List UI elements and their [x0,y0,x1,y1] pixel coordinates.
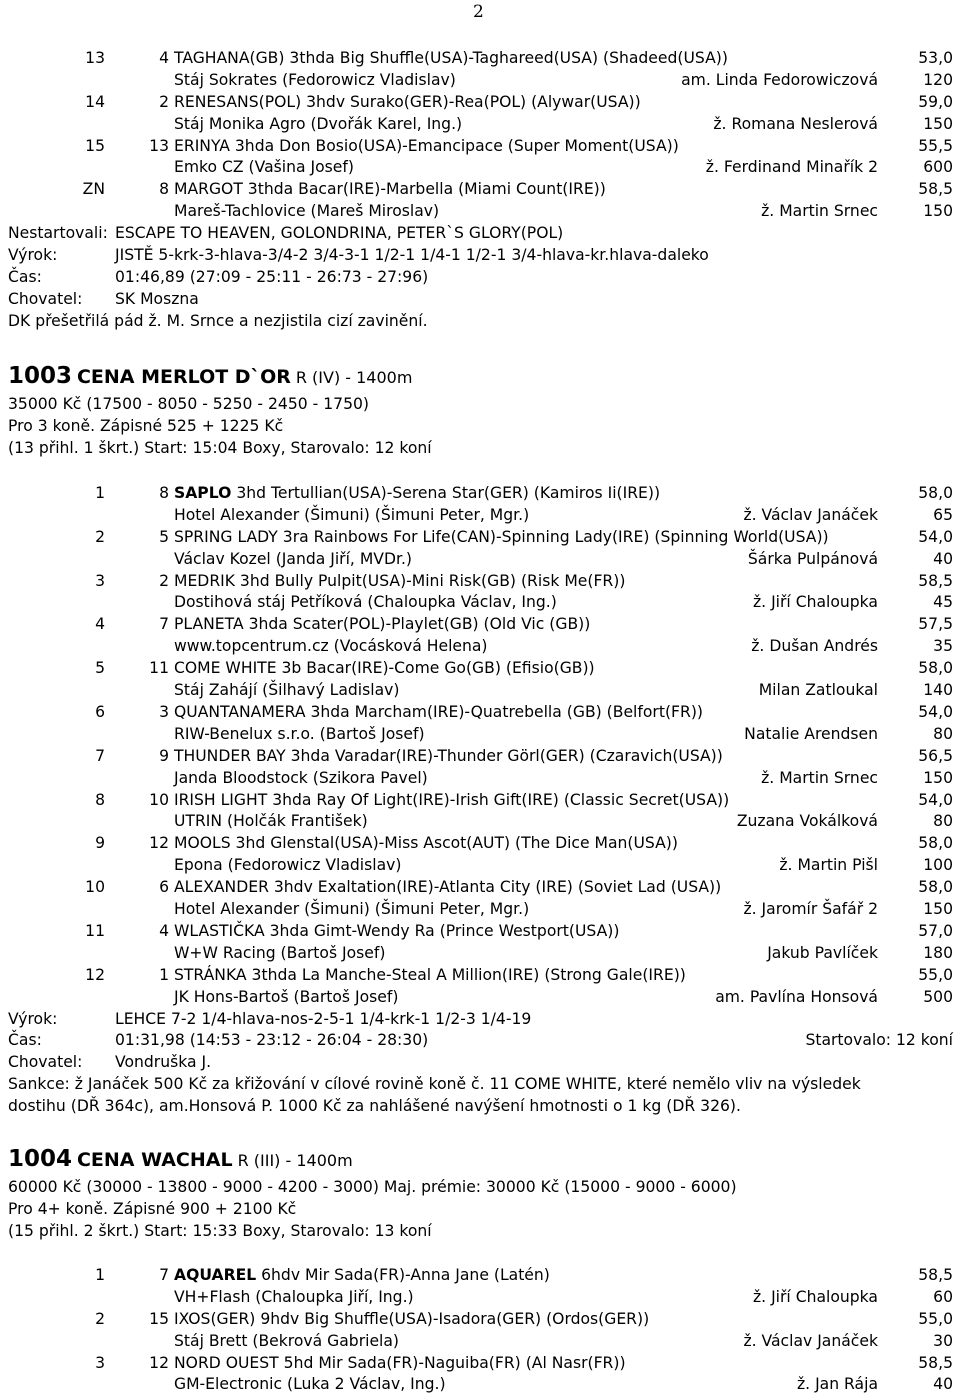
prize-amount: 35 [933,637,953,656]
race-start: (13 přihl. 1 škrt.) Start: 15:04 Boxy, Starovalo: 12 koní [8,438,432,457]
horse-pedigree: RENESANS(POL) 3hdv Surako(GER)-Rea(POL) (Alywar(USA)) [174,92,641,111]
carried-weight: 58,0 [918,659,953,678]
result-entry [8,790,953,834]
race-number: 1003 [8,363,73,389]
entry-horse-line [8,790,953,812]
race-class: R (IV) - 1400m [295,368,413,387]
owner: Stáj Brett (Bekrová Gabriela) [174,1331,400,1350]
result-entry [8,658,953,702]
start-number: 11 [149,659,169,678]
jockey: ž. Václav Janáček [743,505,878,524]
entry-horse-line [8,179,953,201]
entry-horse-line [8,614,953,636]
horse-pedigree: IXOS(GER) 9hdv Big Shuffle(USA)-Isadora(GER) (Ordos(GER)) [174,1309,650,1328]
horse-description [174,1309,649,1331]
entry-owner-line [8,724,953,746]
owner: Emko CZ (Vašina Josef) [174,158,354,177]
carried-weight: 58,5 [918,1266,953,1284]
carried-weight: 54,0 [918,527,953,546]
entry-horse-line [8,1353,953,1375]
owner: Stáj Zahájí (Šilhavý Ladislav) [174,681,400,700]
entry-owner-line [8,114,953,136]
race-1003 [8,363,953,460]
race-1004-entries [8,1265,953,1396]
prize-amount: 40 [933,549,953,568]
race-conditions: Pro 3 koně. Zápisné 525 + 1225 Kč [8,416,284,435]
horse-pedigree: ALEXANDER 3hdv Exaltation(IRE)-Atlanta City (IRE) (Soviet Lad (USA)) [174,878,722,897]
finish-place: 2 [95,527,105,546]
horse-description [174,527,829,549]
start-number: 5 [159,527,169,546]
horse-pedigree: SPRING LADY 3ra Rainbows For Life(CAN)-Spinning Lady(IRE) (Spinning World(USA)) [174,527,829,546]
horse-description [174,921,619,943]
prize-amount: 30 [933,1331,953,1350]
jockey: am. Linda Fedorowiczová [681,70,878,89]
owner: Dostihová stáj Petříková (Chaloupka Václav, Ing.) [174,593,557,612]
horse-description [174,658,595,680]
horse-pedigree: MOOLS 3hd Glenstal(USA)-Miss Ascot(AUT) (The Dice Man(USA)) [174,834,678,853]
entry-horse-line [8,571,953,593]
horse-pedigree: QUANTANAMERA 3hda Marcham(IRE)-Quatrebella (GB) (Belfort(FR)) [174,702,703,721]
jockey: ž. Martin Pišl [779,856,878,875]
result-entry [8,527,953,571]
finish-place: 14 [85,92,105,111]
prev-race-section [8,48,953,333]
horse-description [174,614,590,636]
horse-pedigree: NORD OUEST 5hd Mir Sada(FR)-Naguiba(FR) (Al Nasr(FR)) [174,1353,626,1372]
prize-amount: 150 [923,768,953,787]
race-name: CENA MERLOT D`OR [76,366,291,388]
horse-pedigree: MEDRIK 3hd Bully Pulpit(USA)-Mini Risk(GB) (Risk Me(FR)) [174,571,626,590]
race-1004-results [8,1265,953,1396]
result-entry [8,1353,953,1397]
finish-place: 6 [95,702,105,721]
prize-amount: 80 [933,724,953,743]
result-entry [8,877,953,921]
result-entry [8,1309,953,1353]
jockey: Zuzana Vokálková [736,812,878,831]
result-entry [8,92,953,136]
finish-place: 5 [95,659,105,678]
entry-owner-line [8,855,953,877]
race-start: (15 přihl. 2 škrt.) Start: 15:33 Boxy, Starovalo: 13 koní [8,1221,432,1240]
info-line [8,223,953,245]
result-entry [8,921,953,965]
prize-amount: 45 [933,593,953,612]
entry-owner-line [8,768,953,790]
horse-description [174,136,679,158]
sanction-line-2: dostihu (DŘ 364c), am.Honsová P. 1000 Kč za nahlášené navýšení hmotnosti o 1 kg (DŘ 326). [8,1097,741,1116]
info-label: Čas: [8,267,42,286]
horse-pedigree: COME WHITE 3b Bacar(IRE)-Come Go(GB) (Efisio(GB)) [174,659,595,678]
race-number: 1004 [8,1146,73,1172]
horse-name-bold: SAPLO [174,484,232,502]
jockey: ž. Jan Rája [796,1375,878,1394]
horse-pedigree: 3hd Tertullian(USA)-Serena Star(GER) (Kamiros Ii(IRE)) [231,484,661,502]
start-number: 8 [159,180,169,199]
horse-pedigree: STRÁNKA 3thda La Manche-Steal A Million(IRE) (Strong Gale(IRE)) [174,965,686,984]
prev-race-info [8,223,953,311]
horse-name-bold: AQUAREL [174,1266,257,1284]
entry-owner-line [8,1374,953,1396]
carried-weight: 58,5 [918,571,953,590]
finish-place: 12 [85,965,105,984]
finish-place: 9 [95,834,105,853]
race-conditions: Pro 4+ koně. Zápisné 900 + 2100 Kč [8,1199,297,1218]
race-1003-results [8,483,953,1118]
horse-description [174,877,721,899]
start-number: 7 [159,615,169,634]
verdict-line: Výrok: LEHCE 7-2 1/4-hlava-nos-2-5-1 1/4-krk-1 1/2-3 1/4-19 [8,1009,532,1028]
info-line [8,245,953,267]
start-number: 13 [149,136,169,155]
finish-place: 1 [95,484,105,502]
start-number: 6 [159,878,169,897]
start-number: 9 [159,746,169,765]
horse-description [174,483,660,505]
finish-place: 11 [85,921,105,940]
info-label: Nestartovali: [8,224,108,243]
entry-horse-line [8,527,953,549]
horse-pedigree: MARGOT 3thda Bacar(IRE)-Marbella (Miami Count(IRE)) [174,180,606,199]
jockey: ž. Václav Janáček [743,1331,878,1350]
owner: Janda Bloodstock (Szikora Pavel) [174,768,428,787]
finish-place: 3 [95,571,105,590]
entry-owner-line [8,1287,953,1309]
prize-amount: 60 [933,1287,953,1306]
jockey: ž. Ferdinand Minařík 2 [705,158,878,177]
carried-weight: 58,5 [918,180,953,199]
horse-description [174,790,729,812]
info-value: SK Moszna [115,289,199,308]
start-number: 3 [159,702,169,721]
horse-description [174,746,723,768]
entry-owner-line [8,899,953,921]
carried-weight: 57,0 [918,921,953,940]
info-label: Výrok: [8,246,58,265]
jockey: ž. Jaromír Šafář 2 [743,900,878,919]
carried-weight: 54,0 [918,702,953,721]
horse-description [174,1353,626,1375]
entry-owner-line [8,987,953,1009]
finish-place: 7 [95,746,105,765]
horse-description [174,179,606,201]
entry-owner-line [8,1331,953,1353]
prize-amount: 140 [923,681,953,700]
owner: RIW-Benelux s.r.o. (Bartoš Josef) [174,724,425,743]
entry-horse-line [8,746,953,768]
jockey: am. Pavlína Honsová [715,987,878,1006]
entry-horse-line [8,877,953,899]
carried-weight: 56,5 [918,746,953,765]
prev-race-entries [8,48,953,223]
entry-horse-line [8,483,953,505]
entry-horse-line [8,1309,953,1331]
prize-amount: 600 [923,158,953,177]
jockey: ž. Dušan Andrés [751,637,878,656]
jockey: ž. Jiří Chaloupka [752,1287,878,1306]
jockey: ž. Martin Srnec [761,202,878,221]
entry-owner-line [8,549,953,571]
result-entry [8,1265,953,1309]
horse-pedigree: 6hdv Mir Sada(FR)-Anna Jane (Latén) [256,1266,550,1284]
race-class: R (III) - 1400m [237,1151,353,1170]
horse-description [174,1265,550,1287]
entry-horse-line [8,48,953,70]
entry-horse-line [8,921,953,943]
entry-owner-line [8,811,953,833]
info-line [8,289,953,311]
horse-pedigree: ERINYA 3hda Don Bosio(USA)-Emancipace (Super Moment(USA)) [174,136,679,155]
carried-weight: 58,5 [918,1353,953,1372]
horse-pedigree: TAGHANA(GB) 3thda Big Shuffle(USA)-Taghareed(USA) (Shadeed(USA)) [174,49,728,67]
info-label: Chovatel: [8,289,83,308]
entry-horse-line [8,833,953,855]
owner: Václav Kozel (Janda Jiří, MVDr.) [174,549,412,568]
prize-amount: 150 [923,900,953,919]
jockey: Natalie Arendsen [744,724,878,743]
carried-weight: 55,0 [918,965,953,984]
race-prize: 35000 Kč (17500 - 8050 - 5250 - 2450 - 1750) [8,395,369,413]
info-value: ESCAPE TO HEAVEN, GOLONDRINA, PETER`S GLORY(POL) [115,224,564,243]
owner: Stáj Sokrates (Fedorowicz Vladislav) [174,70,456,89]
prize-amount: 180 [923,943,953,962]
result-entry [8,571,953,615]
entry-horse-line [8,965,953,987]
horse-description [174,571,625,593]
carried-weight: 59,0 [918,92,953,111]
entry-owner-line [8,680,953,702]
started-count: Startovalo: 12 koní [805,1031,953,1050]
entry-horse-line [8,1265,953,1287]
start-number: 7 [159,1266,169,1284]
finish-place: 2 [95,1309,105,1328]
start-number: 8 [159,484,169,502]
carried-weight: 58,0 [918,834,953,853]
owner: www.topcentrum.cz (Vocásková Helena) [174,637,488,656]
info-value: JISTĚ 5-krk-3-hlava-3/4-2 3/4-3-1 1/2-1 1/4-1 1/2-1 3/4-hlava-kr.hlava-daleko [115,246,709,265]
start-number: 10 [149,790,169,809]
race-1003-heading [8,363,953,394]
start-number: 2 [159,92,169,111]
entry-owner-line [8,157,953,179]
entry-owner-line [8,70,953,92]
info-line [8,267,953,289]
result-entry [8,833,953,877]
finish-place: 10 [85,878,105,897]
horse-pedigree: WLASTIČKA 3hda Gimt-Wendy Ra (Prince Westport(USA)) [174,921,620,940]
info-value: 01:46,89 (27:09 - 25:11 - 26:73 - 27:96) [115,267,429,286]
start-number: 15 [149,1309,169,1328]
race-name: CENA WACHAL [76,1149,233,1171]
prev-race-note: DK přešetřilá pád ž. M. Srnce a nezjistila cizí zavinění. [8,311,428,330]
horse-pedigree: IRISH LIGHT 3hda Ray Of Light(IRE)-Irish Gift(IRE) (Classic Secret(USA)) [174,790,730,809]
jockey: Jakub Pavlíček [767,943,878,962]
horse-description [174,965,686,987]
owner: VH+Flash (Chaloupka Jiří, Ing.) [174,1287,414,1306]
carried-weight: 55,0 [918,1309,953,1328]
result-entry [8,746,953,790]
horse-description [174,702,703,724]
jockey: ž. Jiří Chaloupka [752,593,878,612]
carried-weight: 57,5 [918,615,953,634]
prize-amount: 150 [923,202,953,221]
owner: W+W Racing (Bartoš Josef) [174,943,386,962]
entry-horse-line [8,92,953,114]
entry-horse-line [8,702,953,724]
entry-owner-line [8,592,953,614]
owner: Stáj Monika Agro (Dvořák Karel, Ing.) [174,114,463,133]
entry-owner-line [8,201,953,223]
entry-horse-line [8,658,953,680]
result-entry [8,483,953,527]
jockey: Šárka Pulpánová [747,549,878,568]
prize-amount: 80 [933,812,953,831]
owner: Mareš-Tachlovice (Mareš Miroslav) [174,202,440,221]
entry-owner-line [8,505,953,527]
carried-weight: 58,0 [918,484,953,502]
start-number: 4 [159,921,169,940]
owner: Hotel Alexander (Šimuni) (Šimuni Peter, Mgr.) [174,900,530,919]
finish-place: 8 [95,790,105,809]
owner: GM-Electronic (Luka 2 Václav, Ing.) [174,1375,446,1394]
race-1003-entries [8,483,953,1009]
race-1004-heading [8,1146,953,1177]
finish-place: 4 [95,615,105,634]
horse-description [174,92,641,114]
entry-owner-line [8,636,953,658]
start-number: 1 [159,965,169,984]
owner: Hotel Alexander (Šimuni) (Šimuni Peter, Mgr.) [174,505,530,524]
horse-pedigree: THUNDER BAY 3hda Varadar(IRE)-Thunder Görl(GER) (Czaravich(USA)) [174,746,723,765]
result-entry [8,136,953,180]
horse-description [174,48,728,70]
race-prize: 60000 Kč (30000 - 13800 - 9000 - 4200 - 3000) Maj. prémie: 30000 Kč (15000 - 9000 - 6000) [8,1178,737,1196]
carried-weight: 53,0 [918,49,953,67]
start-number: 12 [149,834,169,853]
start-number: 4 [159,49,169,67]
finish-place: 15 [85,136,105,155]
result-entry [8,179,953,223]
horse-description [174,833,678,855]
owner: UTRIN (Holčák František) [174,812,368,831]
jockey: ž. Martin Srnec [761,768,878,787]
prize-amount: 150 [923,114,953,133]
jockey: Milan Zatloukal [758,681,878,700]
start-number: 2 [159,571,169,590]
page-number: 2 [473,2,484,22]
entry-horse-line [8,136,953,158]
sanction-line-1: Sankce: ž Janáček 500 Kč za křižování v cílové rovině koně č. 11 COME WHITE, které nemělo vliv na výsledek [8,1075,861,1094]
result-entry [8,614,953,658]
finish-place: ZN [82,180,105,199]
finish-place: 1 [95,1266,105,1284]
entry-owner-line [8,943,953,965]
result-entry [8,965,953,1009]
carried-weight: 58,0 [918,878,953,897]
prize-amount: 65 [933,505,953,524]
prize-amount: 120 [923,70,953,89]
owner: Epona (Fedorowicz Vladislav) [174,856,402,875]
prize-amount: 500 [923,987,953,1006]
carried-weight: 55,5 [918,136,953,155]
jockey: ž. Romana Neslerová [713,114,878,133]
finish-place: 13 [85,49,105,67]
race-1004 [8,1146,953,1243]
prize-amount: 40 [933,1375,953,1394]
finish-place: 3 [95,1353,105,1372]
result-entry [8,702,953,746]
breeder-line: Chovatel: Vondruška J. [8,1053,212,1072]
result-entry [8,48,953,92]
carried-weight: 54,0 [918,790,953,809]
time-line: Čas: 01:31,98 (14:53 - 23:12 - 26:04 - 28:30) Startovalo: 12 koní [8,1030,953,1052]
prize-amount: 100 [923,856,953,875]
owner: JK Hons-Bartoš (Bartoš Josef) [174,987,399,1006]
start-number: 12 [149,1353,169,1372]
horse-pedigree: PLANETA 3hda Scater(POL)-Playlet(GB) (Old Vic (GB)) [174,615,591,634]
